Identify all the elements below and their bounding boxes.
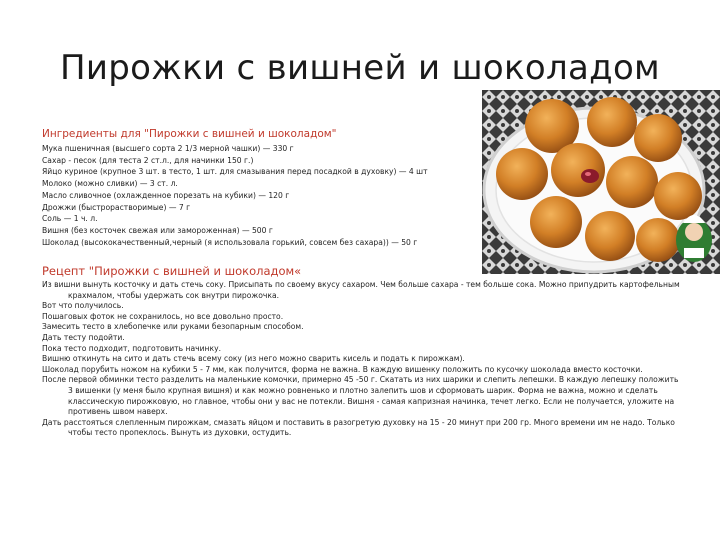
ingredient-item: Масло сливочное (охлажденное порезать на кубики) — 120 г <box>42 190 290 200</box>
recipe-step: Из вишни вынуть косточку и дать стечь соку. Присыпать по своему вкусу сахаром. Чем больше сахара - тем больше сока. Можно припудрить картофельным крахмалом, чтобы удержать сок внутри пирожочка. <box>42 280 680 300</box>
ingredient-item: Дрожжи (быстрорастворимые) — 7 г <box>42 202 191 212</box>
ingredient-item: Яйцо куриное (крупное 3 шт. в тесто, 1 шт. для смазывания перед посадкой в духовку) — 4 шт <box>42 167 428 177</box>
ingredient-item: Мука пшеничная (высшего сорта 2 1/3 мерной чашки) — 330 г <box>42 144 294 153</box>
recipe-step: Дать расстояться слепленным пирожкам, смазать яйцом и поставить в разогретую духовку на 15 - 20 минут при 200 гр. Много времени им не надо. Только чтобы тесто пропеклось. Вынуть из духовки, остудить. <box>42 417 675 438</box>
pastry-photo-image <box>482 90 720 274</box>
pastry-photo <box>482 90 720 274</box>
page-title: Пирожки с вишней и шоколадом <box>60 48 660 88</box>
ingredient-item: Сахар - песок (для теста 2 ст.л., для начинки 150 г.) <box>42 155 254 165</box>
recipe-heading: Рецепт "Пирожки с вишней и шоколадом« <box>42 264 302 278</box>
ingredient-item: Вишня (без косточек свежая или замороженная) — 500 г <box>42 225 273 235</box>
ingredient-item: Шоколад (высококачественный,черный (я использовала горький, совсем без сахара)) — 50 г <box>42 237 418 247</box>
ingredient-item: Молоко (можно сливки) — 3 ст. л. <box>42 179 178 189</box>
recipe-step: Вишню откинуть на сито и дать стечь всему соку (из него можно сварить кисель и подать к пирожкам). <box>42 354 465 364</box>
recipe-steps <box>42 280 682 439</box>
recipe-step: Дать тесту подойти. <box>42 332 125 342</box>
ingredients-heading: Ингредиенты для "Пирожки с вишней и шоколадом" <box>42 128 337 140</box>
recipe-step: После первой обминки тесто разделить на маленькие комочки, примерно 45 -50 г. Скатать из них шарики и слепить лепешки. В каждую лепешку положить 3 вишенки (у меня было крупная вишня) и как можно ровненько и плотно залепить шов и сформовать шарик. Форма не важна, можно и сделать классическую пирожковую, но главное, чтобы они у вас не потекли. Вишня - самая капризная начинка, течет легко. Если не получается, уложите на противень швом наверх. <box>42 375 679 417</box>
recipe-step: Шоколад порубить ножом на кубики 5 - 7 мм, как получится, форма не важна. В каждую вишенку положить по кусочку шоколада вместо косточки. <box>42 364 643 374</box>
recipe-step: Вот что получилось. <box>42 301 124 311</box>
recipe-step: Пока тесто подходит, подготовить начинку. <box>42 343 221 353</box>
ingredients-list <box>42 143 487 248</box>
recipe-step: Замесить тесто в хлебопечке или руками безопарным способом. <box>42 322 304 332</box>
recipe-step: Пошаговых фоток не сохранилось, но все довольно просто. <box>42 311 284 321</box>
ingredient-item: Соль — 1 ч. л. <box>42 214 98 224</box>
